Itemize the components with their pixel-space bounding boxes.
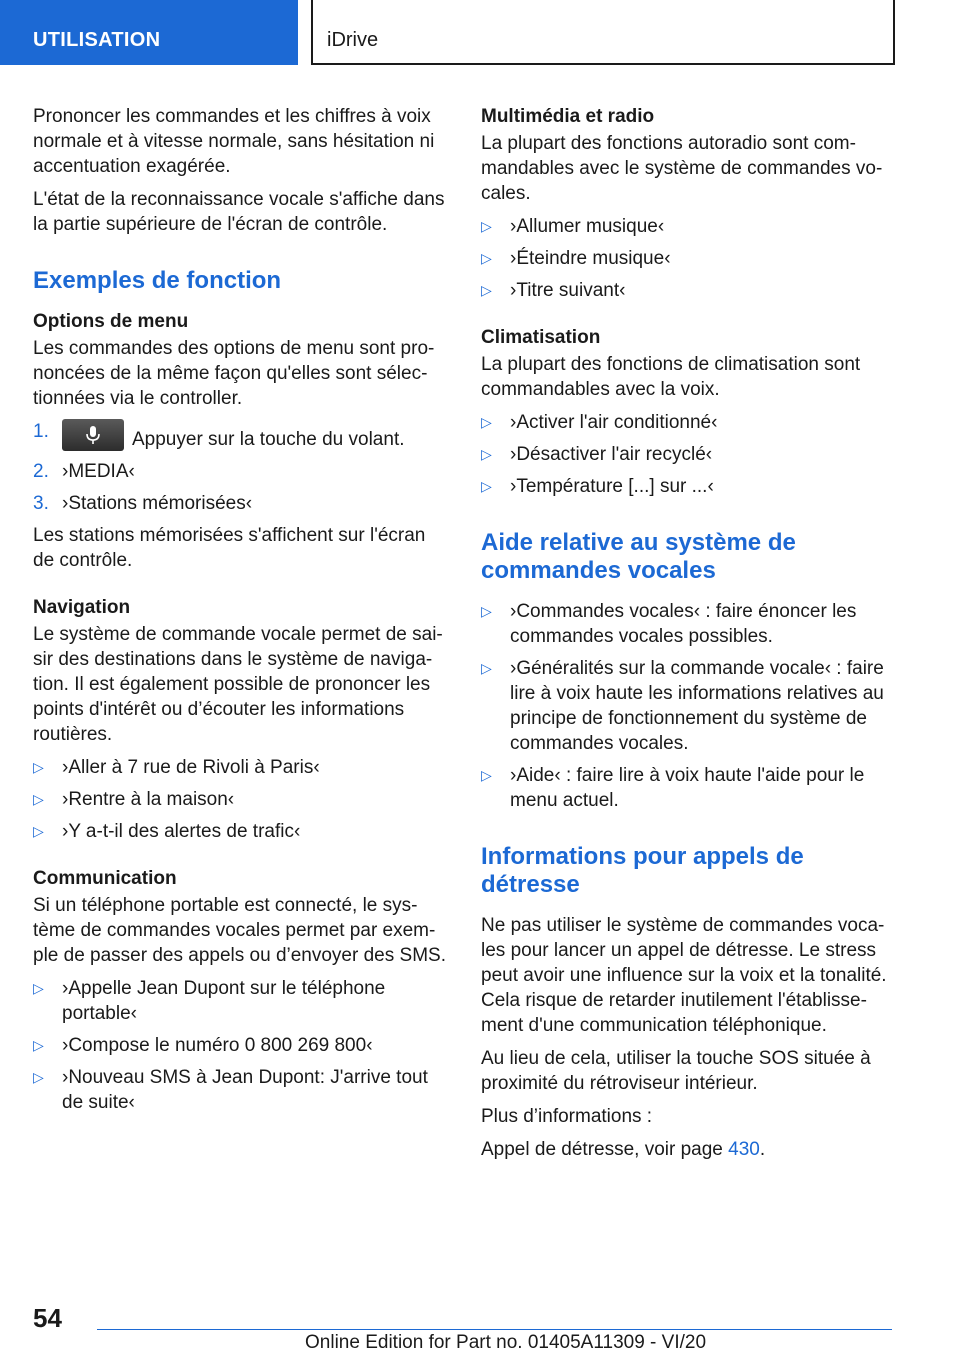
step-number: 1. (33, 421, 49, 442)
list-item: ▷ ›Commandes vocales‹ : faire énoncer les commandes vocales possibles. (481, 601, 857, 647)
list-item: ▷ ›Nouveau SMS à Jean Dupont: J'arrive tout de suite‹ (33, 1067, 428, 1113)
step-text: ›MEDIA‹ (62, 461, 135, 482)
media-text: La plupart des fonctions autoradio sont com-mandables avec le système de commandes vo-cales. (481, 133, 883, 204)
list-item: ▷ ›Aide‹ : faire lire à voix haute l'aide pour le menu actuel. (481, 765, 865, 811)
footer-divider (97, 1329, 892, 1330)
triangle-bullet-icon: ▷ (33, 823, 44, 839)
triangle-bullet-icon: ▷ (33, 759, 44, 775)
step-number: 3. (33, 493, 49, 514)
list-item: ▷ ›Titre suivant‹ (481, 280, 626, 301)
step-item (33, 419, 449, 452)
triangle-bullet-icon: ▷ (33, 980, 44, 996)
triangle-bullet-icon: ▷ (481, 446, 492, 462)
intro-paragraph-2: L'état de la reconnaissance vocale s'affiche dans la partie supérieure de l'écran de contrôle. (33, 189, 445, 235)
emergency-text-2: Au lieu de cela, utiliser la touche SOS située à proximité du rétroviseur intérieur. (481, 1048, 871, 1094)
steps-after-text: Les stations mémorisées s'affichent sur l'écran de contrôle. (33, 525, 426, 571)
triangle-bullet-icon: ▷ (33, 1069, 44, 1085)
step-number: 2. (33, 461, 49, 482)
communication-text: Si un téléphone portable est connecté, le sys-tème de commandes vocales permet par exem-ple de passer des appels ou d’envoyer des SMS. (33, 895, 446, 966)
emergency-text-3: Plus d’informations : (481, 1106, 653, 1127)
list-item: ▷ ›Éteindre musique‹ (481, 248, 671, 269)
triangle-bullet-icon: ▷ (481, 660, 492, 676)
list-item: ▷ ›Aller à 7 rue de Rivoli à Paris‹ (33, 757, 320, 778)
communication-examples (33, 976, 449, 1115)
communication-heading: Communication (33, 868, 177, 889)
steps-list (33, 419, 449, 516)
left-column (33, 104, 449, 1122)
list-item: ▷ ›Rentre à la maison‹ (33, 789, 235, 810)
header-section-tab: UTILISATION (0, 0, 298, 65)
climate-text: La plupart des fonctions de climatisation sont commandables avec la voix. (481, 354, 861, 400)
examples-heading: Exemples de fonction (33, 267, 282, 294)
step-text: Appuyer sur la touche du volant. (132, 429, 405, 450)
page-link[interactable]: 430 (728, 1139, 760, 1160)
list-item: ▷ ›Température [...] sur ...‹ (481, 476, 714, 497)
emergency-text-1: Ne pas utiliser le système de commandes voca-les pour lancer un appel de détresse. Le stress peut avoir une influence sur la voix et la tonalité. Cela risque de retarder inutilement l'établisse-ment d'une communication téléphonique. (481, 915, 887, 1036)
emergency-reference: Appel de détresse, voir page 430. (481, 1139, 766, 1160)
media-heading: Multimédia et radio (481, 106, 655, 127)
menu-options-text: Les commandes des options de menu sont pro-noncées de la même façon qu'elles sont sélec-tionnées via le controller. (33, 338, 435, 409)
step-item (33, 491, 449, 516)
list-item: ▷ ›Désactiver l'air recyclé‹ (481, 444, 713, 465)
navigation-examples (33, 755, 449, 844)
step-text: ›Stations mémorisées‹ (62, 493, 253, 514)
list-item: ▷ ›Activer l'air conditionné‹ (481, 412, 718, 433)
microphone-icon (62, 419, 124, 451)
emergency-heading: Informations pour appels de détresse (481, 843, 804, 898)
triangle-bullet-icon: ▷ (33, 791, 44, 807)
triangle-bullet-icon: ▷ (481, 767, 492, 783)
list-item: ▷ ›Allumer musique‹ (481, 216, 665, 237)
navigation-heading: Navigation (33, 597, 131, 618)
help-heading: Aide relative au système de commandes vocales (481, 529, 796, 584)
list-item: ▷ ›Généralités sur la commande vocale‹ : faire lire à voix haute les informations relatives au principe de fonctionnement du système de commandes vocales. (481, 658, 884, 754)
step-item (33, 459, 449, 484)
triangle-bullet-icon: ▷ (481, 218, 492, 234)
list-item: ▷ ›Appelle Jean Dupont sur le téléphone portable‹ (33, 978, 386, 1024)
navigation-text: Le système de commande vocale permet de sai-sir des destinations dans le système de naviga-tion. Il est également possible de prononcer les points d'intérêt ou d’écouter les informations routières. (33, 624, 443, 745)
triangle-bullet-icon: ▷ (481, 478, 492, 494)
page-number: 54 (33, 1303, 62, 1333)
triangle-bullet-icon: ▷ (481, 282, 492, 298)
media-examples (481, 214, 891, 303)
triangle-bullet-icon: ▷ (481, 250, 492, 266)
right-column (481, 104, 891, 1170)
climate-heading: Climatisation (481, 327, 601, 348)
help-examples (481, 599, 891, 813)
intro-paragraph-1: Prononcer les commandes et les chiffres à voix normale et à vitesse normale, sans hésitation ni accentuation exagérée. (33, 106, 435, 177)
climate-examples (481, 410, 891, 499)
list-item: ▷ ›Y a-t-il des alertes de trafic‹ (33, 821, 301, 842)
list-item: ▷ ›Compose le numéro 0 800 269 800‹ (33, 1035, 373, 1056)
triangle-bullet-icon: ▷ (481, 414, 492, 430)
footer-edition: Online Edition for Part no. 01405A11309 - VI/20 (305, 1332, 707, 1353)
menu-options-heading: Options de menu (33, 311, 189, 332)
header-chapter-tab: iDrive (311, 0, 895, 65)
triangle-bullet-icon: ▷ (33, 1037, 44, 1053)
triangle-bullet-icon: ▷ (481, 603, 492, 619)
